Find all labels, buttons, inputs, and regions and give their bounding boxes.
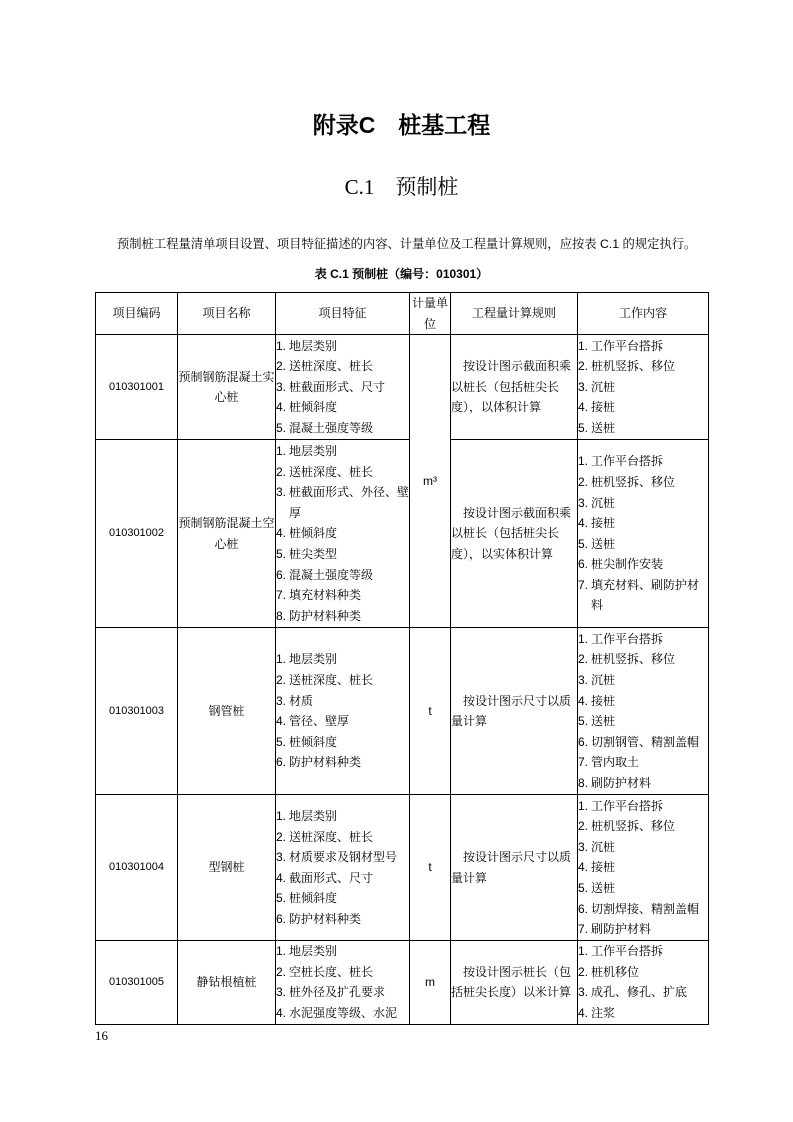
item-text: 空桩长度、桩长 (289, 964, 374, 979)
item-text: 填充材料、刷防护材料 (591, 577, 700, 613)
item-text: 地层类别 (289, 444, 338, 459)
item-text: 桩机竖拆、移位 (591, 652, 676, 667)
item-number: 1. (578, 798, 589, 813)
item-number: 6. (578, 901, 589, 916)
item-text: 桩机移位 (591, 964, 640, 979)
feature-item (276, 670, 409, 691)
work-item (578, 816, 708, 837)
item-text: 工作平台搭拆 (591, 454, 664, 469)
item-text: 桩截面形式、外径、壁厚 (289, 485, 410, 520)
item-number: 7. (578, 922, 589, 937)
feature-item (276, 691, 409, 712)
item-text: 沉桩 (591, 379, 616, 394)
item-text: 桩倾斜度 (289, 734, 338, 749)
header-unit: 计量单位 (410, 293, 451, 335)
feature-item (276, 418, 409, 439)
work-item (578, 534, 708, 555)
item-number: 6. (578, 557, 589, 572)
item-number: 6. (276, 567, 287, 582)
work-item (578, 377, 708, 398)
feature-item (276, 441, 409, 462)
item-number: 8. (276, 608, 287, 623)
item-name: 型钢桩 (178, 795, 276, 941)
item-text: 送桩 (591, 421, 616, 436)
work-item (578, 941, 708, 962)
feature-item (276, 356, 409, 377)
item-text: 切割焊接、精割盖帽 (591, 901, 700, 916)
item-number: 1. (276, 338, 287, 353)
item-number: 5. (276, 734, 287, 749)
work-item (578, 418, 708, 439)
item-number: 4. (276, 714, 287, 729)
item-number: 5. (578, 880, 589, 895)
item-text: 沉桩 (591, 673, 616, 687)
item-text: 工作平台搭拆 (591, 944, 664, 959)
item-number: 2. (578, 474, 589, 489)
item-number: 4. (276, 526, 287, 541)
item-number: 5. (578, 421, 589, 436)
item-text: 工作平台搭拆 (591, 338, 664, 353)
item-number: 2. (578, 652, 589, 667)
work-item (578, 837, 708, 858)
work-item (578, 796, 708, 817)
table-caption: 表 C.1 预制桩（编号：010301） (314, 267, 489, 281)
item-unit: t (410, 628, 451, 795)
header-rule: 工程量计算规则 (451, 293, 578, 335)
item-rule: 按设计图示尺寸以质量计算 (451, 795, 578, 941)
header-code: 项目编码 (96, 293, 178, 335)
item-text: 接桩 (591, 693, 616, 708)
work-item (578, 629, 708, 650)
item-number: 7. (276, 588, 287, 603)
item-number: 6. (578, 734, 589, 749)
item-text: 刷防护材料 (591, 775, 652, 790)
work-item (578, 732, 708, 753)
item-text: 地层类别 (289, 338, 338, 353)
work-item (578, 899, 708, 920)
item-text: 地层类别 (289, 944, 338, 959)
item-text: 地层类别 (289, 808, 338, 823)
work-item (578, 711, 708, 732)
item-work (578, 795, 709, 941)
item-number: 3. (578, 839, 589, 854)
item-number: 1. (276, 944, 287, 959)
item-text: 送桩 (591, 880, 616, 895)
item-number: 3. (276, 485, 287, 500)
work-item (578, 773, 708, 794)
item-rule: 按设计图示截面积乘以桩长（包括桩尖长度），以实体积计算 (451, 440, 578, 628)
item-text: 桩倾斜度 (289, 400, 338, 415)
item-code: 010301004 (96, 795, 178, 941)
table-row (96, 440, 709, 628)
item-text: 管内取土 (591, 755, 640, 770)
item-text: 送桩 (591, 714, 616, 729)
item-code: 010301005 (96, 941, 178, 1024)
header-features: 项目特征 (276, 293, 410, 335)
item-number: 4. (578, 516, 589, 531)
item-text: 桩截面形式、尺寸 (289, 379, 386, 394)
feature-item (276, 806, 409, 827)
item-text: 工作平台搭拆 (591, 631, 664, 646)
item-text: 水泥强度等级、水泥 (289, 1005, 398, 1020)
item-rule: 按设计图示桩长（包括桩尖长度）以米计算 (451, 941, 578, 1024)
feature-item (276, 888, 409, 909)
feature-item (276, 565, 409, 586)
item-unit: m³ (410, 335, 451, 628)
item-number: 4. (578, 400, 589, 415)
feature-item (276, 941, 409, 962)
item-name: 钢管桩 (178, 628, 276, 795)
item-text: 送桩深度、桩长 (289, 829, 374, 844)
feature-item (276, 732, 409, 753)
item-name: 预制钢筋混凝土空心桩 (178, 440, 276, 628)
table-row (96, 941, 709, 1024)
header-name: 项目名称 (178, 293, 276, 335)
item-number: 2. (578, 359, 589, 374)
section-title: C.1 预制桩 (344, 175, 459, 199)
item-text: 成孔、修孔、扩底 (591, 985, 688, 1000)
item-number: 5. (578, 536, 589, 551)
item-number: 1. (276, 808, 287, 823)
feature-item (276, 482, 409, 523)
work-item (578, 691, 708, 712)
item-text: 桩倾斜度 (289, 526, 338, 541)
item-text: 桩机竖拆、移位 (591, 474, 676, 489)
work-item (578, 472, 708, 493)
item-number: 2. (276, 359, 287, 374)
item-text: 材质 (289, 693, 314, 708)
item-number: 4. (578, 1005, 589, 1020)
item-number: 5. (276, 891, 287, 906)
item-number: 3. (276, 850, 287, 865)
item-number: 2. (276, 964, 287, 979)
item-text: 切割钢管、精割盖帽 (591, 734, 700, 749)
item-number: 3. (578, 985, 589, 1000)
feature-item (276, 523, 409, 544)
item-number: 1. (578, 944, 589, 959)
item-text: 桩机竖拆、移位 (591, 359, 676, 374)
item-text: 混凝土强度等级 (289, 421, 374, 436)
item-text: 管径、壁厚 (289, 714, 350, 729)
item-number: 1. (578, 338, 589, 353)
item-text: 注浆 (591, 1005, 616, 1020)
work-item (578, 493, 708, 514)
feature-item (276, 711, 409, 732)
feature-item (276, 397, 409, 418)
table-row (96, 335, 709, 440)
work-item (578, 919, 708, 940)
item-text: 接桩 (591, 516, 616, 531)
item-features (276, 795, 410, 941)
item-number: 4. (276, 870, 287, 885)
item-name: 预制钢筋混凝土实心桩 (178, 335, 276, 440)
item-work (578, 941, 709, 1024)
item-name: 静钻根植桩 (178, 941, 276, 1024)
item-number: 5. (276, 421, 287, 436)
feature-item (276, 827, 409, 848)
item-number: 7. (578, 577, 589, 592)
item-features (276, 941, 410, 1024)
appendix-title: 附录C 桩基工程 (312, 112, 491, 138)
feature-item (276, 868, 409, 889)
item-number: 2. (276, 829, 287, 844)
item-rule: 按设计图示截面积乘以桩长（包括桩尖长度），以体积计算 (451, 335, 578, 440)
work-item (578, 397, 708, 418)
item-text: 桩机竖拆、移位 (591, 819, 676, 834)
table-header-row (96, 293, 709, 335)
work-item (578, 857, 708, 878)
item-text: 填充材料种类 (289, 588, 362, 603)
item-text: 桩尖制作安装 (591, 557, 664, 572)
item-text: 送桩 (591, 536, 616, 551)
work-item (578, 1003, 708, 1024)
item-text: 防护材料种类 (289, 911, 362, 926)
page-number: 16 (95, 1028, 108, 1043)
item-text: 刷防护材料 (591, 922, 652, 937)
item-work (578, 628, 709, 795)
item-number: 8. (578, 775, 589, 790)
item-number: 6. (276, 755, 287, 770)
item-features (276, 440, 410, 628)
item-number: 3. (276, 379, 287, 394)
work-item (578, 513, 708, 534)
item-number: 3. (578, 495, 589, 510)
item-text: 桩尖类型 (289, 546, 338, 561)
item-number: 5. (578, 714, 589, 729)
work-item (578, 982, 708, 1003)
item-text: 沉桩 (591, 495, 616, 510)
feature-item (276, 462, 409, 483)
item-number: 4. (276, 1005, 287, 1020)
feature-item (276, 606, 409, 627)
item-text: 截面形式、尺寸 (289, 870, 374, 885)
item-work (578, 335, 709, 440)
header-work: 工作内容 (578, 293, 709, 335)
work-item (578, 878, 708, 899)
item-text: 工作平台搭拆 (591, 798, 664, 813)
item-rule: 按设计图示尺寸以质量计算 (451, 628, 578, 795)
item-number: 3. (578, 673, 589, 687)
work-item (578, 649, 708, 670)
item-number: 3. (578, 379, 589, 394)
work-item (578, 670, 708, 691)
item-number: 1. (276, 444, 287, 459)
work-item (578, 962, 708, 983)
item-number: 6. (276, 911, 287, 926)
item-number: 4. (578, 693, 589, 708)
feature-item (276, 752, 409, 773)
item-text: 防护材料种类 (289, 755, 362, 770)
item-text: 地层类别 (289, 652, 338, 667)
feature-item (276, 544, 409, 565)
feature-item (276, 649, 409, 670)
item-unit: t (410, 795, 451, 941)
item-text: 接桩 (591, 860, 616, 875)
item-number: 2. (276, 673, 287, 687)
table-row (96, 628, 709, 795)
feature-item (276, 909, 409, 930)
feature-item (276, 982, 409, 1003)
item-number: 4. (276, 400, 287, 415)
item-text: 送桩深度、桩长 (289, 673, 374, 687)
item-text: 接桩 (591, 400, 616, 415)
item-text: 混凝土强度等级 (289, 567, 374, 582)
feature-item (276, 377, 409, 398)
item-code: 010301001 (96, 335, 178, 440)
item-unit: m (410, 941, 451, 1024)
item-text: 桩倾斜度 (289, 891, 338, 906)
item-text: 送桩深度、桩长 (289, 464, 374, 479)
item-number: 1. (578, 454, 589, 469)
item-number: 5. (276, 546, 287, 561)
item-number: 1. (276, 652, 287, 667)
work-item (578, 554, 708, 575)
item-text: 送桩深度、桩长 (289, 359, 374, 374)
feature-item (276, 1003, 409, 1024)
item-number: 3. (276, 693, 287, 708)
item-number: 4. (578, 860, 589, 875)
item-text: 桩外径及扩孔要求 (289, 985, 386, 1000)
item-features (276, 628, 410, 795)
item-code: 010301003 (96, 628, 178, 795)
feature-item (276, 962, 409, 983)
work-item (578, 575, 708, 616)
item-number: 2. (276, 464, 287, 479)
work-item (578, 451, 708, 472)
work-item (578, 336, 708, 357)
item-number: 2. (578, 964, 589, 979)
work-item (578, 752, 708, 773)
table-row (96, 795, 709, 941)
item-text: 沉桩 (591, 839, 616, 854)
feature-item (276, 847, 409, 868)
item-work (578, 440, 709, 628)
feature-item (276, 585, 409, 606)
item-number: 7. (578, 755, 589, 770)
item-number: 2. (578, 819, 589, 834)
item-number: 1. (578, 631, 589, 646)
intro-paragraph: 预制桩工程量清单项目设置、项目特征描述的内容、计量单位及工程量计算规则，应按表 C.1 的规定执行。 (117, 237, 697, 251)
pile-spec-table (95, 292, 709, 1025)
item-text: 材质要求及钢材型号 (289, 850, 398, 865)
item-text: 防护材料种类 (289, 608, 362, 623)
item-features (276, 335, 410, 440)
item-number: 3. (276, 985, 287, 1000)
feature-item (276, 336, 409, 357)
work-item (578, 356, 708, 377)
item-code: 010301002 (96, 440, 178, 628)
